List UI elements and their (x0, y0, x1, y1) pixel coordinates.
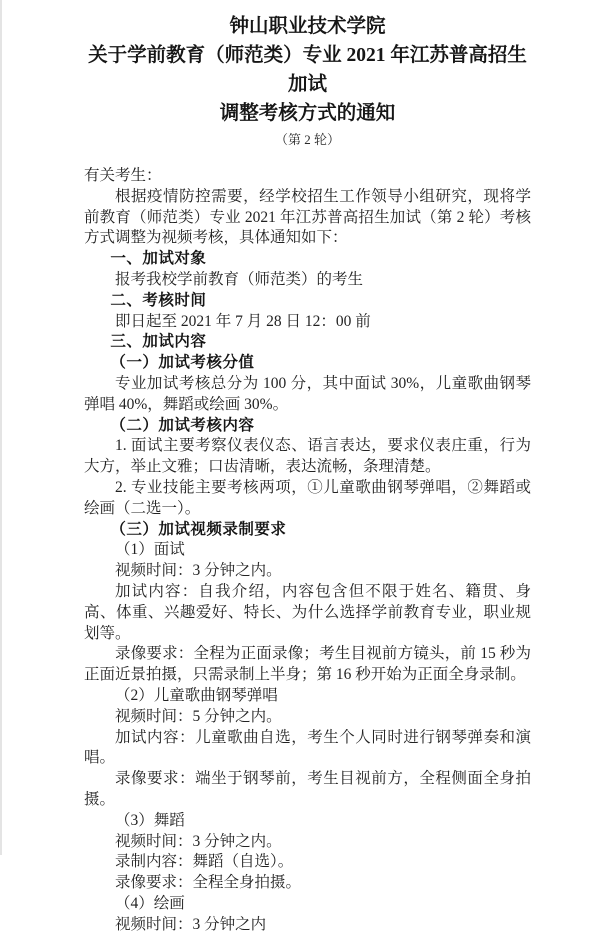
paragraph: 录像要求：全程全身拍摄。 (115, 874, 302, 892)
paragraph: （3）舞蹈 (115, 811, 185, 829)
paragraph: 视频时间：3 分钟之内。 (115, 562, 282, 580)
paragraph: 报考我校学前教育（师范类）的考生 (115, 270, 364, 288)
title-line-subject-1: 关于学前教育（师范类）专业 2021 年江苏普高招生加试 (88, 45, 527, 95)
paragraph: 录制内容：舞蹈（自选）。 (115, 853, 294, 871)
document-body (84, 166, 531, 935)
paragraph: 有关考生： (84, 167, 162, 184)
document-title (84, 12, 531, 128)
paragraph: 视频时间：3 分钟之内 (115, 915, 267, 933)
section-heading: （一）加试考核分值 (110, 354, 255, 372)
section-heading: 一、加试对象 (110, 250, 207, 268)
title-line-subject-2: 调整考核方式的通知 (219, 103, 396, 124)
section-heading: （二）加试考核内容 (110, 416, 255, 434)
paragraph: 录像要求：端坐于钢琴前，考生目视前方，全程侧面全身拍摄。 (84, 770, 531, 808)
page-edge (0, 0, 2, 855)
paragraph: 视频时间：3 分钟之内。 (115, 832, 282, 850)
document-subtitle-round: （第 2 轮） (274, 132, 340, 147)
paragraph: 即日起至 2021 年 7 月 28 日 12：00 前 (115, 312, 371, 330)
paragraph: （1）面试 (115, 541, 185, 559)
paragraph: 根据疫情防控需要，经学校招生工作领导小组研究，现将学前教育（师范类）专业 2021 年江苏普高招生加试（第 2 轮）考核方式调整为视频考核，具体通知如下： (84, 187, 531, 247)
title-line-school-name: 钟山职业技术学院 (229, 16, 386, 37)
section-heading: 三、加试内容 (110, 333, 207, 351)
paragraph: 加试内容：自我介绍，内容包含但不限于姓名、籍贯、身高、体重、兴趣爱好、特长、为什么选择学前教育专业，职业规划等。 (84, 582, 531, 642)
paragraph: 录像要求：全程为正面录像；考生目视前方镜头，前 15 秒为正面近景拍摄，只需录制上半身；第 16 秒开始为正面全身录制。 (84, 645, 531, 684)
paragraph: 专业加试考核总分为 100 分，其中面试 30%，儿童歌曲钢琴弹唱 40%，舞蹈或绘画 30%。 (84, 374, 531, 413)
section-heading: 二、考核时间 (110, 291, 207, 309)
paragraph: 2. 专业技能主要考核两项，①儿童歌曲钢琴弹唱，②舞蹈或绘画（二选一）。 (84, 478, 531, 517)
paragraph: 加试内容：儿童歌曲自选，考生个人同时进行钢琴弹奏和演唱。 (84, 728, 531, 767)
paragraph: 1. 面试主要考察仪表仪态、语言表达，要求仪表庄重，行为大方，举止文雅；口齿清晰，表达流畅，条理清楚。 (84, 437, 531, 476)
section-heading: （三）加试视频录制要求 (110, 520, 287, 538)
paragraph: 视频时间：5 分钟之内。 (115, 707, 282, 725)
paragraph: （2）儿童歌曲钢琴弹唱 (115, 686, 278, 704)
paragraph: （4）绘画 (115, 894, 185, 912)
